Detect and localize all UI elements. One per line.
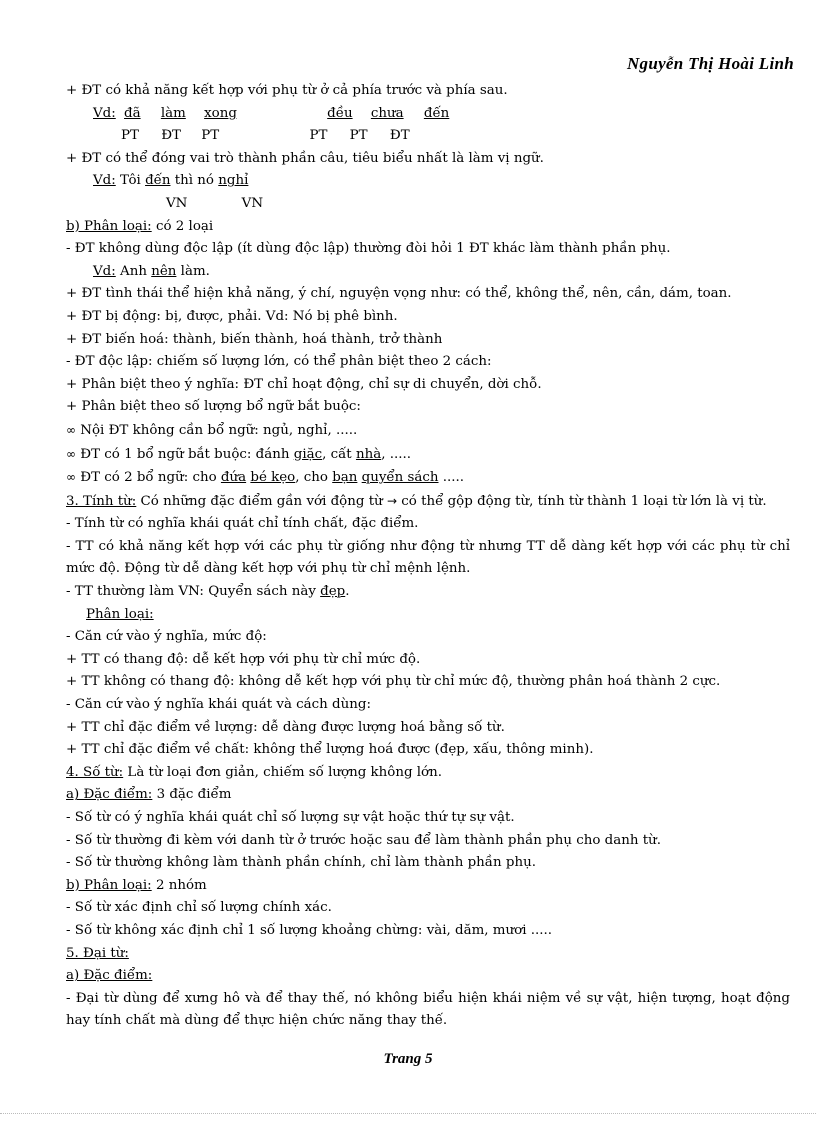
example-label: Vd:	[93, 173, 116, 189]
example-word: đến	[423, 105, 450, 121]
page-bottom-divider	[0, 1113, 816, 1114]
section-heading	[66, 965, 790, 988]
heading-text: 3 đặc điểm	[152, 787, 232, 803]
text-line: - Căn cứ vào ý nghĩa khái quát và cách dùng:	[66, 697, 371, 713]
word-tag: ĐT	[161, 128, 181, 144]
word-tag: PT	[349, 128, 368, 144]
bullet-text: .....	[438, 470, 465, 486]
example-text: Anh	[120, 263, 147, 279]
text-line: - Số từ xác định chỉ số lượng chính xác.	[66, 900, 332, 916]
bullet-text: ĐT có 2 bổ ngữ: cho	[80, 470, 217, 486]
page-number: Trang 5	[383, 1051, 433, 1067]
bullet-text: đứa	[220, 470, 247, 486]
example-text: nên	[151, 263, 177, 279]
infinity-bullet-icon: ∞	[66, 422, 76, 437]
bullet-line	[66, 443, 790, 467]
example-text: Tôi	[120, 173, 141, 189]
heading-text: Là từ loại đơn giản, chiếm số lượng không lớn.	[123, 764, 442, 780]
right-arrow-icon: →	[386, 493, 398, 508]
text-line: + ĐT có thể đóng vai trò thành phần câu, tiêu biểu nhất là làm vị ngữ.	[66, 150, 544, 166]
heading-label: b) Phân loại:	[66, 218, 152, 234]
section-heading	[66, 762, 790, 785]
word-tag: PT	[201, 128, 220, 144]
heading-label: 5. Đại từ:	[66, 945, 129, 961]
example-label: Vd:	[93, 263, 116, 279]
example-label: Vd:	[93, 105, 116, 121]
word-tag: PT	[121, 128, 139, 144]
text-line: + ĐT có khả năng kết hợp với phụ từ ở cả phía trước và phía sau.	[66, 83, 508, 98]
word-tag: PT	[309, 128, 328, 144]
bullet-text: giặc	[293, 446, 323, 462]
example-word: làm	[160, 105, 186, 121]
word-tag: ĐT	[389, 128, 410, 144]
example-word: đã	[124, 105, 141, 121]
text-line: + Phân biệt theo số lượng bổ ngữ bắt buộc:	[66, 399, 361, 415]
example-tags-row	[66, 125, 790, 148]
example-line	[66, 261, 790, 284]
text-line: - Tính từ có nghĩa khái quát chỉ tính chất, đặc điểm.	[66, 516, 419, 532]
text-paragraph: - TT có khả năng kết hợp với các phụ từ giống như động từ nhưng TT dễ dàng kết hợp với các phụ từ chỉ mức độ. Động từ dễ dàng kết hợp với phụ từ chỉ mệnh lệnh.	[66, 538, 790, 577]
text-line: - Số từ thường không làm thành phần chính, chỉ làm thành phần phụ.	[66, 855, 536, 871]
line-text: .	[345, 584, 350, 600]
line-text: đẹp	[320, 584, 346, 600]
word-tag: VN	[241, 195, 264, 211]
text-line: - Số từ thường đi kèm với danh từ ở trước hoặc sau để làm thành phần phụ cho danh từ.	[66, 832, 662, 848]
heading-text: Có những đặc điểm gần với động từ	[136, 493, 387, 509]
infinity-bullet-icon: ∞	[66, 470, 76, 485]
bullet-text: nhà	[355, 446, 382, 462]
example-line	[66, 170, 790, 193]
heading-label: 3. Tính từ:	[66, 493, 137, 509]
example-word: xong	[204, 105, 237, 121]
heading-label: a) Đặc điểm:	[66, 968, 153, 984]
text-line: - Căn cứ vào ý nghĩa, mức độ:	[66, 629, 267, 645]
infinity-bullet-icon: ∞	[66, 446, 76, 461]
example-word: đều	[327, 105, 353, 121]
bullet-text: quyển sách	[361, 470, 439, 486]
heading-text: có 2 loại	[151, 218, 214, 234]
bullet-text: bé kẹo	[250, 470, 296, 486]
text-line: - ĐT không dùng độc lập (ít dùng độc lập) thường đòi hỏi 1 ĐT khác làm thành phần phụ.	[66, 241, 671, 257]
bullet-text: Nội ĐT không cần bổ ngữ: ngủ, nghỉ, .....	[80, 422, 358, 438]
text-paragraph: - Đại từ dùng để xưng hô và để thay thế, nó không biểu hiện khái niệm về sự vật, hiện tượng, hoạt động hay tính chất mà dùng để thực hiện chức năng thay thế.	[66, 990, 790, 1029]
bullet-line	[66, 419, 790, 443]
section-heading	[66, 604, 790, 627]
example-text: làm.	[180, 263, 210, 279]
example-text: thì nó	[174, 173, 214, 189]
section-heading	[66, 490, 790, 514]
text-line: - ĐT độc lập: chiếm số lượng lớn, có thể phân biệt theo 2 cách:	[66, 354, 492, 370]
heading-label: a) Đặc điểm:	[66, 787, 153, 803]
author-name: Nguyễn Thị Hoài Linh	[626, 54, 794, 73]
bullet-text: bạn	[332, 470, 358, 486]
text-line: + TT có thang độ: dễ kết hợp với phụ từ chỉ mức độ.	[66, 651, 421, 667]
line-text: - TT thường làm VN: Quyển sách này	[66, 584, 321, 600]
bullet-line	[66, 466, 790, 490]
heading-label: 4. Số từ:	[66, 764, 124, 780]
text-line: + ĐT biến hoá: thành, biến thành, hoá thành, trở thành	[66, 331, 443, 347]
text-line: + TT chỉ đặc điểm về lượng: dễ dàng được lượng hoá bằng số từ.	[66, 719, 505, 735]
section-heading	[66, 943, 790, 966]
document-body	[66, 80, 790, 1033]
text-line	[66, 581, 790, 604]
example-tags-row	[66, 193, 790, 216]
example-text: nghỉ	[218, 173, 249, 189]
heading-text: 2 nhóm	[151, 877, 207, 893]
section-heading	[66, 216, 790, 239]
bullet-text: , cho	[295, 470, 328, 486]
example-text: đến	[145, 173, 171, 189]
text-line: + Phân biệt theo ý nghĩa: ĐT chỉ hoạt động, chỉ sự di chuyển, dời chỗ.	[66, 376, 542, 392]
text-line: - Số từ không xác định chỉ 1 số lượng khoảng chừng: vài, dăm, mươi .....	[66, 922, 553, 938]
heading-label: Phân loại:	[86, 606, 154, 622]
bullet-text: ĐT có 1 bổ ngữ bắt buộc: đánh	[80, 446, 290, 462]
text-line: + ĐT tình thái thể hiện khả năng, ý chí, nguyện vọng như: có thể, không thể, nên, cần, dám, toan.	[66, 286, 732, 302]
heading-text: có thể gộp động từ, tính từ thành 1 loại từ lớn là vị từ.	[397, 493, 767, 509]
heading-label: b) Phân loại:	[66, 877, 152, 893]
text-line: + ĐT bị động: bị, được, phải. Vd: Nó bị phê bình.	[66, 308, 398, 324]
text-line: + TT không có thang độ: không dễ kết hợp với phụ từ chỉ mức độ, thường phân hoá thành 2 cực.	[66, 674, 721, 690]
example-words-row	[66, 103, 790, 126]
bullet-text: , cất	[322, 446, 352, 462]
text-line: + TT chỉ đặc điểm về chất: không thể lượng hoá được (đẹp, xấu, thông minh).	[66, 742, 594, 758]
bullet-text: , .....	[381, 446, 411, 462]
example-word: chưa	[370, 105, 404, 121]
text-line: - Số từ có ý nghĩa khái quát chỉ số lượng sự vật hoặc thứ tự sự vật.	[66, 810, 515, 825]
word-tag: VN	[166, 195, 188, 211]
section-heading	[66, 875, 790, 898]
section-heading	[66, 784, 790, 807]
